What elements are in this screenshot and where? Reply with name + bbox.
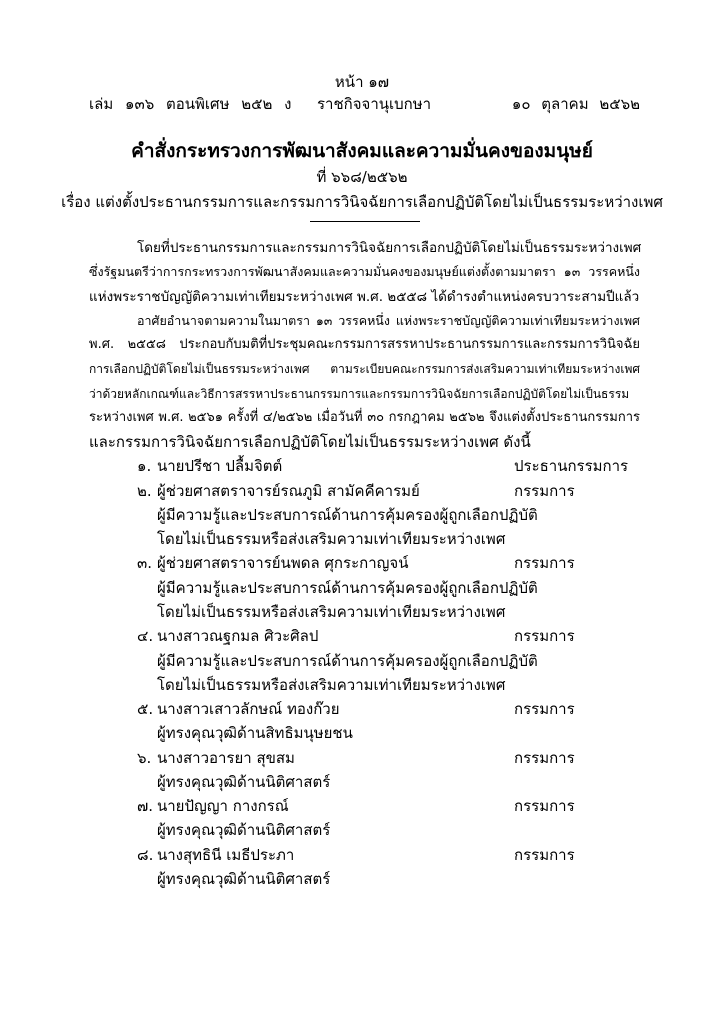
member-qualification: ผู้มีความรู้และประสบการณ์ด้านการคุ้มครองผู้ถูกเลือกปฏิบัติ <box>157 651 538 670</box>
paragraph-line: พ.ศ. ๒๕๕๘ ประกอบกับมติที่ประชุมคณะกรรมการสรรหาประธานกรรมการและกรรมการวินิจฉัย <box>89 337 640 353</box>
gazette-name: ราชกิจจานุเบกษา <box>317 95 432 113</box>
member-qualification: โดยไม่เป็นธรรมหรือส่งเสริมความเท่าเทียมระหว่างเพศ <box>157 602 506 621</box>
member-name: ผู้ช่วยศาสตราจารย์รณภูมิ สามัคคีคารมย์ <box>157 481 420 500</box>
member-number: ๔. <box>137 627 154 646</box>
member-role: กรรมการ <box>514 700 575 719</box>
member-name: นางสุทธินี เมธีประภา <box>157 845 295 864</box>
paragraph-line: ซึ่งรัฐมนตรีว่าการกระทรวงการพัฒนาสังคมและความมั่นคงของมนุษย์แต่งตั้งตามมาตรา ๑๓ วรรคหนึ่ง <box>89 264 640 280</box>
member-role: กรรมการ <box>514 554 575 573</box>
member-number: ๒. <box>137 481 152 500</box>
member-qualification: ผู้ทรงคุณวุฒิด้านนิติศาสตร์ <box>157 772 331 791</box>
paragraph-line: ระหว่างเพศ พ.ศ. ๒๕๖๑ ครั้งที่ ๔/๒๕๖๒ เมื่อวันที่ ๓๐ กรกฎาคม ๒๕๖๒ จึงแต่งตั้งประธานกรรมการ <box>89 409 640 425</box>
member-qualification: ผู้มีความรู้และประสบการณ์ด้านการคุ้มครองผู้ถูกเลือกปฏิบัติ <box>157 505 538 524</box>
paragraph-line: แห่งพระราชบัญญัติความเท่าเทียมระหว่างเพศ พ.ศ. ๒๕๕๘ ได้ดำรงตำแหน่งครบวาระสามปีแล้ว <box>89 288 640 305</box>
member-row <box>89 843 640 867</box>
member-role: ประธานกรรมการ <box>514 457 629 476</box>
member-role: กรรมการ <box>514 845 575 864</box>
member-qualification: โดยไม่เป็นธรรมหรือส่งเสริมความเท่าเทียมระหว่างเพศ <box>157 675 506 694</box>
gazette-date: ๑๐ ตุลาคม ๒๕๖๒ <box>511 95 640 113</box>
member-qualification: ผู้ทรงคุณวุฒิด้านนิติศาสตร์ <box>157 821 331 840</box>
title-divider <box>310 221 420 222</box>
member-name: นางสาวณฐกมล ศิวะศิลป <box>157 627 319 646</box>
paragraph-line: ว่าด้วยหลักเกณฑ์และวิธีการสรรหาประธานกรรมการและกรรมการวินิจฉัยการเลือกปฏิบัติโดยไม่เป็นธรรม <box>89 386 630 401</box>
member-qualification: ผู้ทรงคุณวุฒิด้านนิติศาสตร์ <box>157 869 331 888</box>
paragraph-line: และกรรมการวินิจฉัยการเลือกปฏิบัติโดยไม่เป็นธรรมระหว่างเพศ ดังนี้ <box>89 433 531 452</box>
member-name: นางสาวอารยา สุขสม <box>157 748 295 767</box>
member-number: ๑. <box>137 457 152 476</box>
member-qualification: ผู้มีความรู้และประสบการณ์ด้านการคุ้มครองผู้ถูกเลือกปฏิบัติ <box>157 578 538 597</box>
member-name: นายปัญญา กางกรณ์ <box>157 797 289 816</box>
member-row <box>89 551 640 575</box>
member-role: กรรมการ <box>514 797 575 816</box>
paragraph-line: การเลือกปฏิบัติโดยไม่เป็นธรรมระหว่างเพศ ตามระเบียบคณะกรรมการส่งเสริมความเท่าเทียมระหว่างเพศ <box>89 362 640 377</box>
page-number: หน้า ๑๗ <box>334 73 390 91</box>
member-role: กรรมการ <box>514 627 575 646</box>
member-row <box>89 746 640 770</box>
order-body <box>89 236 640 891</box>
member-number: ๖. <box>137 748 152 767</box>
paragraph-line: อาศัยอำนาจตามความในมาตรา ๑๓ วรรคหนึ่ง แห่งพระราชบัญญัติความเท่าเทียมระหว่างเพศ <box>137 312 640 328</box>
member-number: ๘. <box>137 845 154 864</box>
member-name: นายปรีชา ปลื้มจิตต์ <box>157 457 283 476</box>
member-qualification: โดยไม่เป็นธรรมหรือส่งเสริมความเท่าเทียมระหว่างเพศ <box>157 530 506 549</box>
member-role: กรรมการ <box>514 481 575 500</box>
member-name: นางสาวเสาวลักษณ์ ทองก๊วย <box>157 700 340 719</box>
order-number: ที่ ๖๖๘/๒๕๖๒ <box>316 168 408 186</box>
member-row <box>89 479 640 503</box>
member-qualification: ผู้ทรงคุณวุฒิด้านสิทธิมนุษยชน <box>157 724 353 743</box>
member-row <box>89 624 640 648</box>
member-row <box>89 697 640 721</box>
paragraph-line: โดยที่ประธานกรรมการและกรรมการวินิจฉัยการเลือกปฏิบัติโดยไม่เป็นธรรมระหว่างเพศ <box>137 240 642 256</box>
gazette-volume: เล่ม ๑๓๖ ตอนพิเศษ ๒๕๒ ง <box>89 95 292 113</box>
member-role: กรรมการ <box>514 748 575 767</box>
member-row <box>89 454 640 478</box>
member-number: ๓. <box>137 554 153 573</box>
member-number: ๕. <box>137 700 154 719</box>
order-subject: เรื่อง แต่งตั้งประธานกรรมการและกรรมการวินิจฉัยการเลือกปฏิบัติโดยไม่เป็นธรรมระหว่างเพศ <box>61 193 663 211</box>
member-name: ผู้ช่วยศาสตราจารย์นพดล ศุกระกาญจน์ <box>157 554 409 573</box>
member-number: ๗. <box>137 797 154 816</box>
member-row <box>89 794 640 818</box>
order-title: คำสั่งกระทรวงการพัฒนาสังคมและความมั่นคงของมนุษย์ <box>131 140 593 162</box>
